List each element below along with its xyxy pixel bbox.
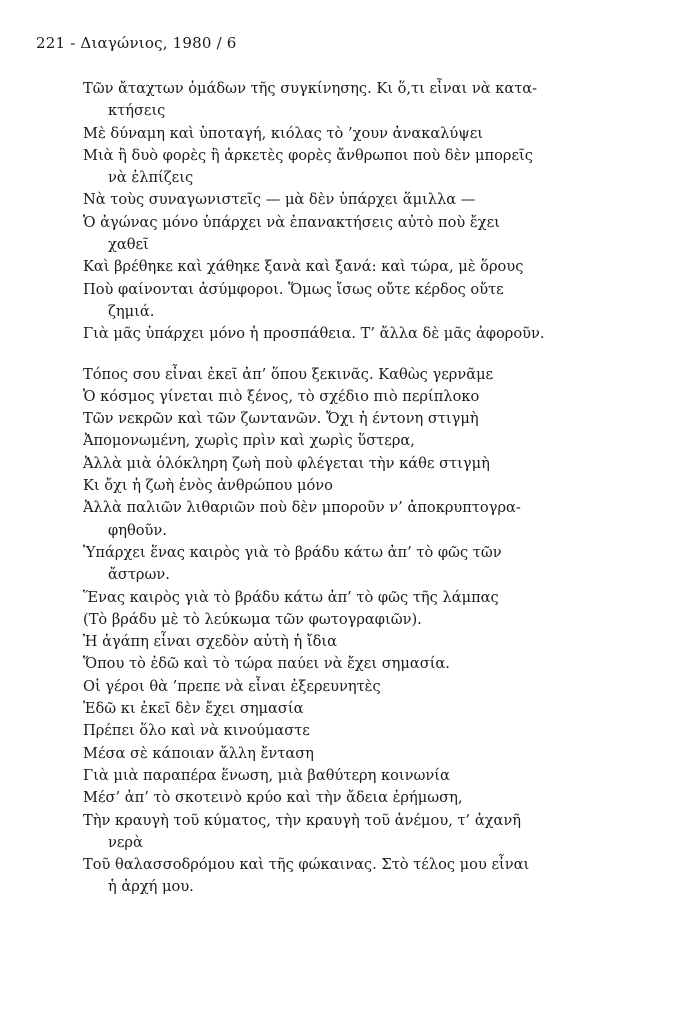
poem-line: Ὅπου τὸ ἐδῶ καὶ τὸ τώρα παύει νὰ ἔχει σημασία. <box>83 655 450 673</box>
poem-line: Ὁ κόσμος γίνεται πιὸ ξένος, τὸ σχέδιο πιὸ περίπλοκο <box>83 387 480 405</box>
poem-line: Ἡ ἀγάπη εἶναι σχεδὸν αὐτὴ ἡ ἴδια <box>83 633 337 651</box>
page-header: 221 - Διαγώνιος, 1980 / 6 <box>36 34 237 52</box>
poem-line: Καὶ βρέθηκε καὶ χάθηκε ξανὰ καὶ ξανά: καὶ τώρα, μὲ ὅρους <box>83 258 524 276</box>
poem-line-continuation: νερὰ <box>108 833 143 851</box>
poem-line: Κι ὄχι ἡ ζωὴ ἑνὸς ἀνθρώπου μόνο <box>83 477 333 495</box>
poem-line: Ποὺ φαίνονται ἀσύμφοροι. Ὅμως ἴσως οὔτε κέρδος οὔτε <box>83 280 504 298</box>
poem-line: Νὰ τοὺς συναγωνιστεῖς — μὰ δὲν ὑπάρχει ἅμιλλα — <box>83 191 476 209</box>
poem-line: Μιὰ ἢ δυὸ φορὲς ἢ ἀρκετὲς φορὲς ἄνθρωποι ποὺ δὲν μπορεῖς <box>83 146 533 164</box>
poem-line: Τοῦ θαλασσοδρόμου καὶ τῆς φώκαινας. Στὸ τέλος μου εἶναι <box>83 856 530 874</box>
poem-line: Μὲ δύναμη καὶ ὑποταγή, κιόλας τὸ ’χουν ἀνακαλύψει <box>83 124 484 142</box>
poem-line-continuation: ἄστρων. <box>108 566 170 584</box>
poem-line: Τῶν ἄταχτων ὁμάδων τῆς συγκίνησης. Κι ὅ,τι εἶναι νὰ κατα- <box>83 80 538 97</box>
poem-line-continuation: ἡ ἀρχή μου. <box>108 878 194 896</box>
poem-line: Τῶν νεκρῶν καὶ τῶν ζωντανῶν. Ὄχι ἡ έντονη στιγμὴ <box>83 410 479 428</box>
poem-line: Πρέπει ὅλο καὶ νὰ κινούμαστε <box>83 722 310 740</box>
poem-line: Τὴν κραυγὴ τοῦ κύματος, τὴν κραυγὴ τοῦ ἀνέμου, τ’ ἀχανῆ <box>83 811 521 829</box>
poem-line: Τόπος σου εἶναι ἐκεῖ ἀπ’ ὅπου ξεκινᾶς. Καθὼς γερνᾶμε <box>83 365 494 383</box>
poem-line-continuation: φηθοῦν. <box>108 521 167 539</box>
poem-line-continuation: κτήσεις <box>108 102 166 120</box>
poem-line: Ὑπάρχει ἕνας καιρὸς γιὰ τὸ βράδυ κάτω ἀπ’ τὸ φῶς τῶν <box>83 543 502 561</box>
poem-line: Ἐδῶ κι ἐκεῖ δὲν ἔχει σημασία <box>83 700 304 718</box>
poem-line: Γιὰ μιὰ παραπέρα ἕνωση, μιὰ βαθύτερη κοινωνία <box>83 766 450 784</box>
stanza-2 <box>83 364 603 899</box>
poem-line-continuation: χαθεῖ <box>108 236 149 254</box>
poem-line-continuation: νὰ ἐλπίζεις <box>108 169 194 187</box>
poem-line: Ἕνας καιρὸς γιὰ τὸ βράδυ κάτω ἀπ’ τὸ φῶς τῆς λάμπας <box>83 588 499 606</box>
poem-line: Ἀλλὰ μιὰ ὁλόκληρη ζωὴ ποὺ φλέγεται τὴν κάθε στιγμὴ <box>83 454 490 472</box>
poem-line: Γιὰ μᾶς ὑπάρχει μόνο ἡ προσπάθεια. Τ’ ἄλλα δὲ μᾶς ἀφοροῦν. <box>83 325 545 343</box>
poem-line: Μέσ’ ἀπ’ τὸ σκοτεινὸ κρύο καὶ τὴν ἄδεια ἐρήμωση, <box>83 789 463 807</box>
poem-line: (Τὸ βράδυ μὲ τὸ λεύκωμα τῶν φωτογραφιῶν). <box>83 610 422 628</box>
poem-line: Ἀλλὰ παλιῶν λιθαριῶν ποὺ δὲν μποροῦν ν’ ἀποκρυπτογρα- <box>83 499 521 517</box>
poem-line: Μέσα σὲ κάποιαν ἄλλη ἔνταση <box>83 744 314 762</box>
poem-line: Ἀπομονωμένη, χωρὶς πρὶν καὶ χωρὶς ὕστερα, <box>83 432 415 450</box>
stanza-separator <box>83 346 603 364</box>
poem-line-continuation: ζημιά. <box>108 302 155 320</box>
stanza-1 <box>83 78 603 346</box>
poem-line: Οἱ γέροι θὰ ’πρεπε νὰ εἶναι ἐξερευνητὲς <box>83 677 381 695</box>
poem-body <box>83 78 603 899</box>
poem-line: Ὁ ἀγώνας μόνο ὑπάρχει νὰ ἐπανακτήσεις αὐτὸ ποὺ ἔχει <box>83 213 500 231</box>
